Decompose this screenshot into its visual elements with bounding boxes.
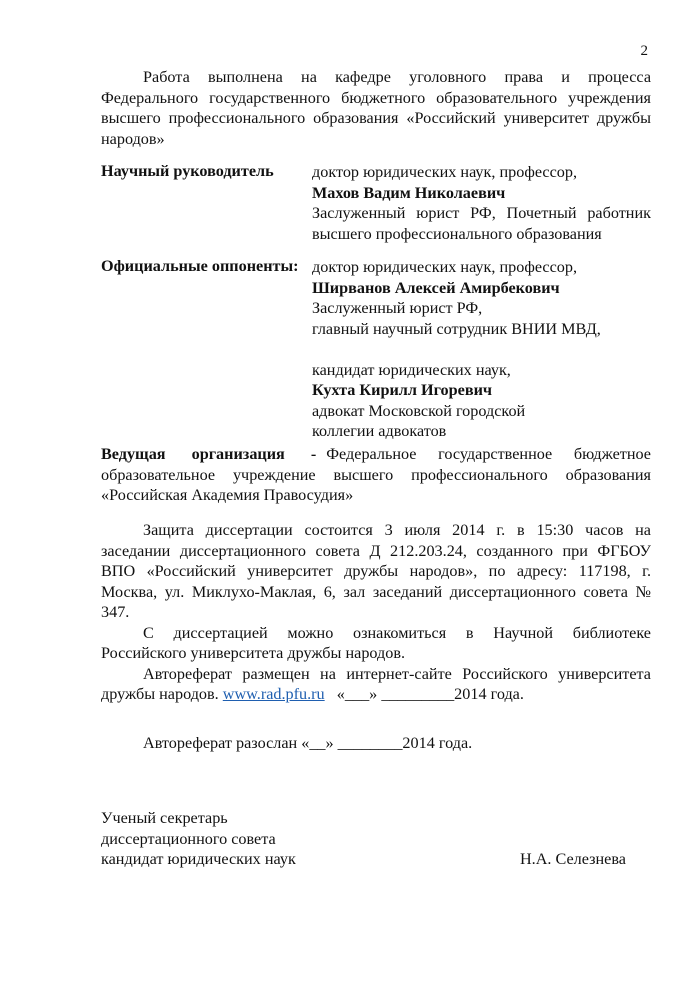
page-number: 2 (640, 43, 648, 59)
leading-org-label: Ведущая организация - (101, 445, 317, 463)
opponent-degree: кандидат юридических наук, (312, 360, 511, 379)
opponent-title: коллегии адвокатов (312, 422, 447, 440)
opponent-name: Кухта Кирилл Игоревич (312, 381, 493, 399)
sent-paragraph (101, 733, 651, 754)
intro-paragraph (101, 67, 651, 149)
supervisor-label: Научный руководитель (101, 162, 274, 180)
opponent-title: адвокат Московской городской (312, 401, 526, 420)
opponent-title: главный научный сотрудник ВНИИ МВД, (312, 319, 601, 338)
leading-org-line: «Российская Академия Правосудия» (101, 486, 354, 504)
website-date: «___» _________2014 года. (336, 685, 524, 703)
leading-org-paragraph (101, 444, 651, 506)
website-link[interactable]: www.rad.pfu.ru (222, 685, 325, 703)
signature-line: Ученый секретарь (101, 809, 228, 827)
defense-paragraph (101, 520, 651, 705)
sent-line: Автореферат разослан «__» ________2014 года. (143, 734, 473, 752)
supervisor-title: Заслуженный юрист РФ, Почетный работник (312, 204, 651, 222)
intro-line: высшего профессионального образования «Российский университет дружбы (101, 109, 651, 127)
website-line: Автореферат размещен на интернет-сайте Российского университета (143, 664, 651, 683)
supervisor-title: высшего профессионального образования (312, 224, 602, 243)
defense-line: Защита диссертации состоится 3 июля 2014 г. в 15:30 часов на (143, 521, 651, 539)
leading-org-line: Федеральное государственное бюджетное (326, 445, 651, 463)
defense-line: заседании диссертационного совета Д 212.203.24, созданного при ФГБОУ (101, 541, 651, 560)
opponent-name: Ширванов Алексей Амирбекович (312, 278, 560, 297)
signature-block (101, 808, 651, 870)
secretary-name: Н.А. Селезнева (519, 850, 626, 868)
signature-line: диссертационного совета (101, 829, 276, 848)
signature-line: кандидат юридических наук (101, 850, 296, 868)
supervisor-degree: доктор юридических наук, профессор, (312, 163, 578, 181)
opponent-title: Заслуженный юрист РФ, (312, 299, 483, 317)
defense-line: 347. (101, 603, 130, 621)
defense-line: ВПО «Российский университет дружбы народов», по адресу: 117198, г. (101, 562, 651, 580)
leading-org-line: образовательное учреждение высшего профессионального образования (101, 465, 651, 484)
website-prefix: дружбы народов. (101, 685, 219, 703)
intro-line: народов» (101, 129, 165, 148)
intro-line: Работа выполнена на кафедре уголовного права и процесса (143, 68, 651, 86)
library-line: Российского университета дружбы народов. (101, 644, 406, 662)
library-line: С диссертацией можно ознакомиться в Научной библиотеке (143, 623, 651, 642)
supervisor-name: Махов Вадим Николаевич (312, 183, 506, 202)
opponents-label: Официальные оппоненты: (101, 257, 299, 275)
defense-line: Москва, ул. Миклухо-Маклая, 6, зал заседаний диссертационного совета № (101, 582, 651, 601)
intro-line: Федерального государственного бюджетного образовательного учреждения (101, 88, 651, 107)
opponent-degree: доктор юридических наук, профессор, (312, 258, 578, 276)
